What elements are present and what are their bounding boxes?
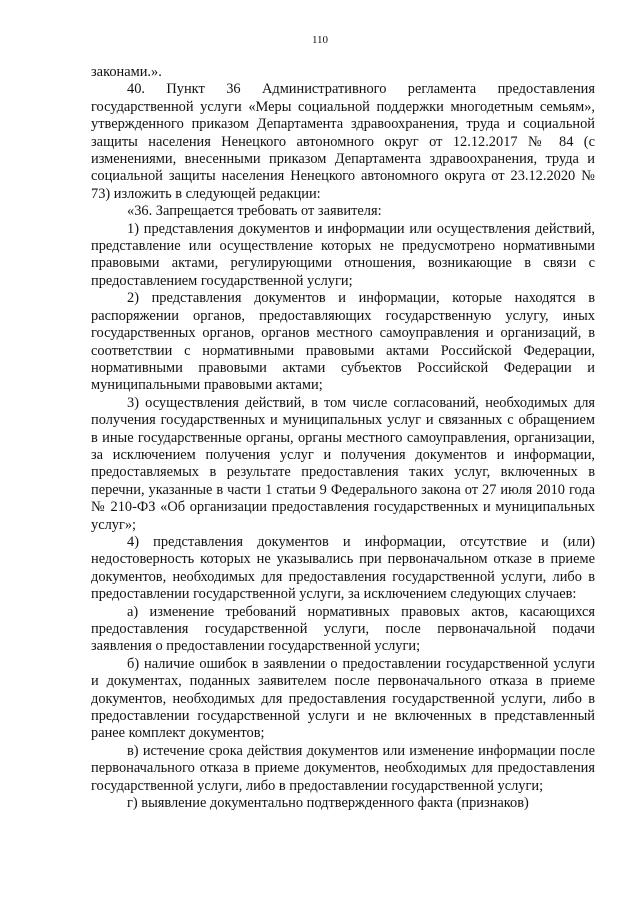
- paragraph-case-g: г) выявление документально подтвержденного факта (признаков): [127, 795, 529, 812]
- paragraph-subitem-2: 2) представления документов и информации, которые находятся в распоряжении органов, предоставляющих государственную услугу, иных государственных органов, органов местного самоуправления и организаций, в соответствии с нормативными правовыми актами Российской Федерации, нормативными правовыми актами субъектов Российской Федерации и муниципальными правовыми актами;: [91, 290, 595, 394]
- paragraph-case-a: а) изменение требований нормативных правовых актов, касающихся предоставления государственной услуги, после первоначальной подачи заявления о предоставлении государственной услуги;: [91, 603, 595, 655]
- paragraph-item-40: 40. Пункт 36 Административного регламента предоставления государственной услуги «Меры социальной поддержки многодетным семьям», утвержденного приказом Департамента здравоохранения, труда и социальной защиты населения Ненецкого автономного округ от 12.12.2017 № 84 (с изменениями, внесенными приказом Департамента здравоохранения, труда и социальной защиты населения Ненецкого автономного округа от 23.12.2020 № 73) изложить в следующей редакции:: [91, 81, 595, 202]
- paragraph-subitem-1: 1) представления документов и информации или осуществления действий, представление или осуществление которых не предусмотрено нормативными правовыми актами, регулирующими отношения, возникающие в связи с предоставлением государственной услуги;: [91, 220, 595, 289]
- paragraph-subitem-3: 3) осуществления действий, в том числе согласований, необходимых для получения государственных и муниципальных услуг и связанных с обращением в иные государственные органы, органы местного самоуправления, организации, за исключением получения услуг и получения документов и информации, предоставляемых в результате предоставления таких услуг, включенных в перечни, указанные в части 1 статьи 9 Федерального закона от 27 июля 2010 года № 210-ФЗ «Об организации предоставления государственных и муниципальных услуг»;: [91, 394, 595, 533]
- paragraph-case-v: в) истечение срока действия документов или изменение информации после первоначального отказа в приеме документов, необходимых для предоставления государственной услуги, либо в предоставлении государственной услуги;: [91, 742, 595, 794]
- paragraph-case-b: б) наличие ошибок в заявлении о предоставлении государственной услуги и документах, поданных заявителем после первоначального отказа в приеме документов, необходимых для предоставления государственной услуги, либо в предоставлении государственной услуги и не включенных в представленный ранее комплект документов;: [91, 655, 595, 742]
- paragraph-subitem-4: 4) представления документов и информации, отсутствие и (или) недостоверность которых не указывались при первоначальном отказе в приеме документов, необходимых для предоставления государственной услуги, либо в предоставлении государственной услуги, за исключением следующих случаев:: [91, 533, 595, 603]
- paragraph-item-36-heading: «36. Запрещается требовать от заявителя:: [127, 203, 382, 220]
- paragraph-closing-fragment: законами.».: [91, 64, 162, 80]
- document-body: [91, 64, 595, 812]
- page-number: 110: [311, 34, 329, 46]
